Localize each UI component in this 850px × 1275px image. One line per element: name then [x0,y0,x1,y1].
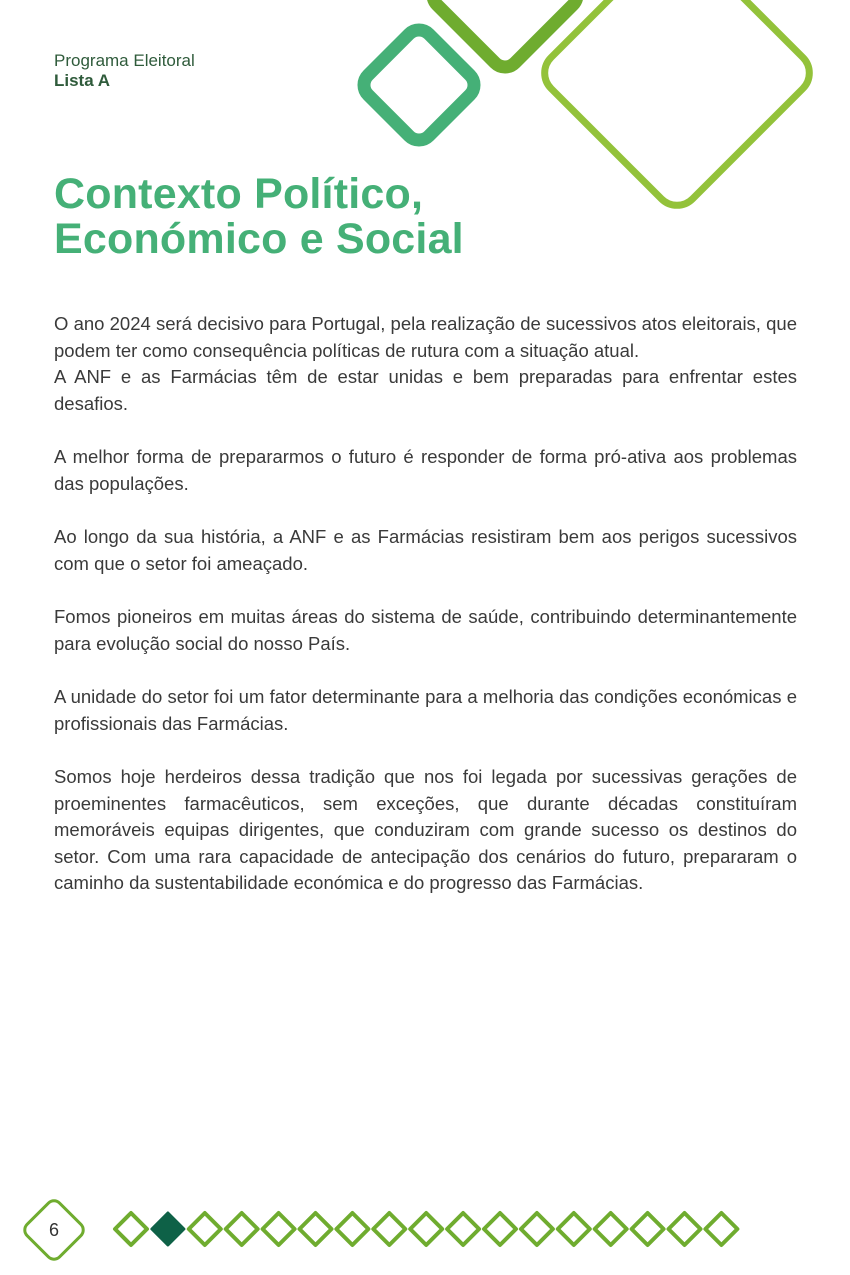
progress-marker [263,1213,295,1245]
progress-marker [115,1213,147,1245]
progress-marker [336,1213,368,1245]
page-title-line2: Económico e Social [54,215,464,263]
body-text [54,311,797,924]
progress-marker [632,1213,664,1245]
document-header [54,51,195,91]
decor-diamond-small [358,24,480,146]
progress-marker [595,1213,627,1245]
progress-marker [226,1213,258,1245]
paragraph-2: A ANF e as Farmácias têm de estar unidas e bem preparadas para enfrentar estes desafios. [54,366,797,414]
paragraph-5: Fomos pioneiros em muitas áreas do sistema de saúde, contribuindo determinantemente para evolução social do nosso País. [54,606,797,654]
page-number-badge [17,1193,91,1267]
progress-marker [300,1213,332,1245]
progress-marker [705,1213,737,1245]
header-list-label: Lista A [54,71,111,90]
page-title [54,172,464,262]
progress-marker [558,1213,590,1245]
paragraph-6: A unidade do setor foi um fator determinante para a melhoria das condições económicas e profissionais das Farmácias. [54,686,797,734]
page-number: 6 [48,1220,59,1240]
paragraph-3: A melhor forma de prepararmos o futuro é responder de forma pró-ativa aos problemas das populações. [54,446,797,494]
progress-marker [484,1213,516,1245]
progress-marker [410,1213,442,1245]
paragraph-7: Somos hoje herdeiros dessa tradição que nos foi legada por sucessivas gerações de proeminentes farmacêuticos, sem exceções, que durante décadas constituíram memoráveis equipas dirigentes, que conduziram com grande sucesso os destinos do setor. Com uma rara capacidade de antecipação dos cenários do futuro, prepararam o caminho da sustentabilidade económica e do progresso das Farmácias. [54,766,797,893]
progress-marker [447,1213,479,1245]
paragraph-4: Ao longo da sua história, a ANF e as Farmácias resistiram bem aos perigos sucessivos com que o setor foi ameaçado. [54,526,797,574]
progress-marker-current [152,1213,184,1245]
page-title-line1: Contexto Político, [54,170,424,218]
paragraph-1: O ano 2024 será decisivo para Portugal, pela realização de sucessivos atos eleitorais, que podem ter como consequência políticas de rutura com a situação atual. [54,313,797,361]
header-program-label: Programa Eleitoral [54,51,195,70]
progress-marker [521,1213,553,1245]
progress-marker [669,1213,701,1245]
progress-marker [373,1213,405,1245]
decor-diamond-large [536,0,819,214]
progress-marker [189,1213,221,1245]
